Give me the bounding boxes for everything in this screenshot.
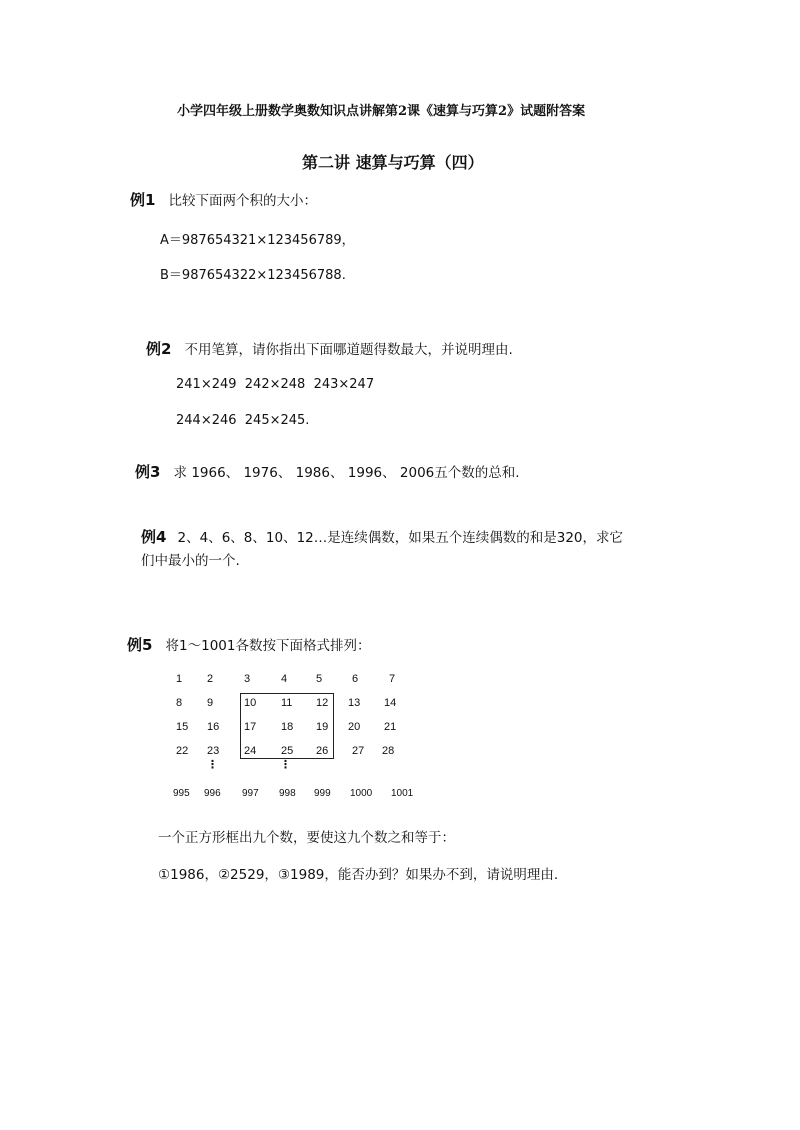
- example-4-label: 例4: [141, 528, 167, 546]
- example-5-question-2: ①1986，②2529，③1989，能否办到？如果办不到，请说明理由.: [158, 867, 559, 883]
- grid-cell: 22: [176, 745, 189, 757]
- grid-cell: 20: [348, 721, 361, 733]
- grid-cell: 995: [173, 788, 190, 799]
- example-5-text: 将1～1001各数按下面格式排列：: [165, 638, 371, 654]
- example-2-label: 例2: [146, 340, 172, 358]
- example-3-heading: [135, 461, 520, 482]
- grid-cell: 12: [316, 697, 329, 709]
- grid-cell: 14: [384, 697, 397, 709]
- grid-cell: 16: [207, 721, 220, 733]
- grid-cell: 18: [281, 721, 294, 733]
- lesson-title: 第二讲 速算与巧算（四）: [302, 153, 484, 172]
- grid-cell: 3: [244, 673, 251, 685]
- grid-cell: 9: [207, 697, 214, 709]
- grid-cell: 21: [384, 721, 397, 733]
- example-3-text: 求 1966、 1976、 1986、 1996、 2006五个数的总和.: [173, 465, 520, 481]
- example-2-line-1: 241×249 242×248 243×247: [176, 377, 375, 392]
- grid-cell: 1: [176, 673, 183, 685]
- grid-cell: 24: [244, 745, 257, 757]
- grid-cell: 11: [281, 697, 293, 709]
- grid-cell: 25: [281, 745, 294, 757]
- example-1-line-a: A＝987654321×123456789，: [160, 233, 355, 248]
- grid-cell: 15: [176, 721, 189, 733]
- document-title: 小学四年级上册数学奥数知识点讲解第2课《速算与巧算2》试题附答案: [177, 104, 586, 119]
- example-1-heading: [130, 189, 317, 210]
- example-2-line-2: 244×246 245×245.: [176, 413, 310, 428]
- example-5-question-1: 一个正方形框出九个数，要使这九个数之和等于：: [158, 830, 455, 846]
- grid-cell: 17: [244, 721, 257, 733]
- example-2-text: 不用笔算，请你指出下面哪道题得数最大，并说明理由.: [184, 342, 513, 358]
- grid-cell: 23: [207, 745, 220, 757]
- grid-cell: 999: [314, 788, 331, 799]
- example-5-heading: [127, 634, 370, 655]
- example-1-label: 例1: [130, 191, 156, 209]
- grid-cell: 2: [207, 673, 214, 685]
- grid-cell: 4: [281, 673, 288, 685]
- example-1-line-b: B＝987654322×123456788.: [160, 268, 346, 283]
- grid-cell: 10: [244, 697, 257, 709]
- example-5-label: 例5: [127, 636, 153, 654]
- grid-cell: 997: [242, 788, 259, 799]
- example-4-heading: [141, 526, 623, 547]
- grid-cell: 7: [389, 673, 396, 685]
- grid-cell: 6: [352, 673, 359, 685]
- grid-cell: 1001: [391, 788, 414, 799]
- example-2-heading: [146, 338, 513, 359]
- grid-cell: 8: [176, 697, 183, 709]
- example-4-line-2: 们中最小的一个.: [141, 553, 240, 569]
- example-1-text: 比较下面两个积的大小：: [168, 193, 318, 209]
- ellipsis-column-2: ⋮: [207, 758, 219, 771]
- ellipsis-column-4: ⋮: [280, 758, 292, 771]
- grid-cell: 28: [382, 745, 395, 757]
- grid-cell: 26: [316, 745, 329, 757]
- grid-cell: 996: [204, 788, 221, 799]
- grid-cell: 5: [316, 673, 323, 685]
- grid-cell: 1000: [350, 788, 373, 799]
- grid-cell: 998: [279, 788, 296, 799]
- example-3-label: 例3: [135, 463, 161, 481]
- example-4-line-1: 2、4、6、8、10、12…是连续偶数，如果五个连续偶数的和是320，求它: [177, 530, 624, 546]
- selection-square: [240, 693, 334, 759]
- grid-cell: 19: [316, 721, 329, 733]
- grid-cell: 27: [352, 745, 365, 757]
- grid-cell: 13: [348, 697, 361, 709]
